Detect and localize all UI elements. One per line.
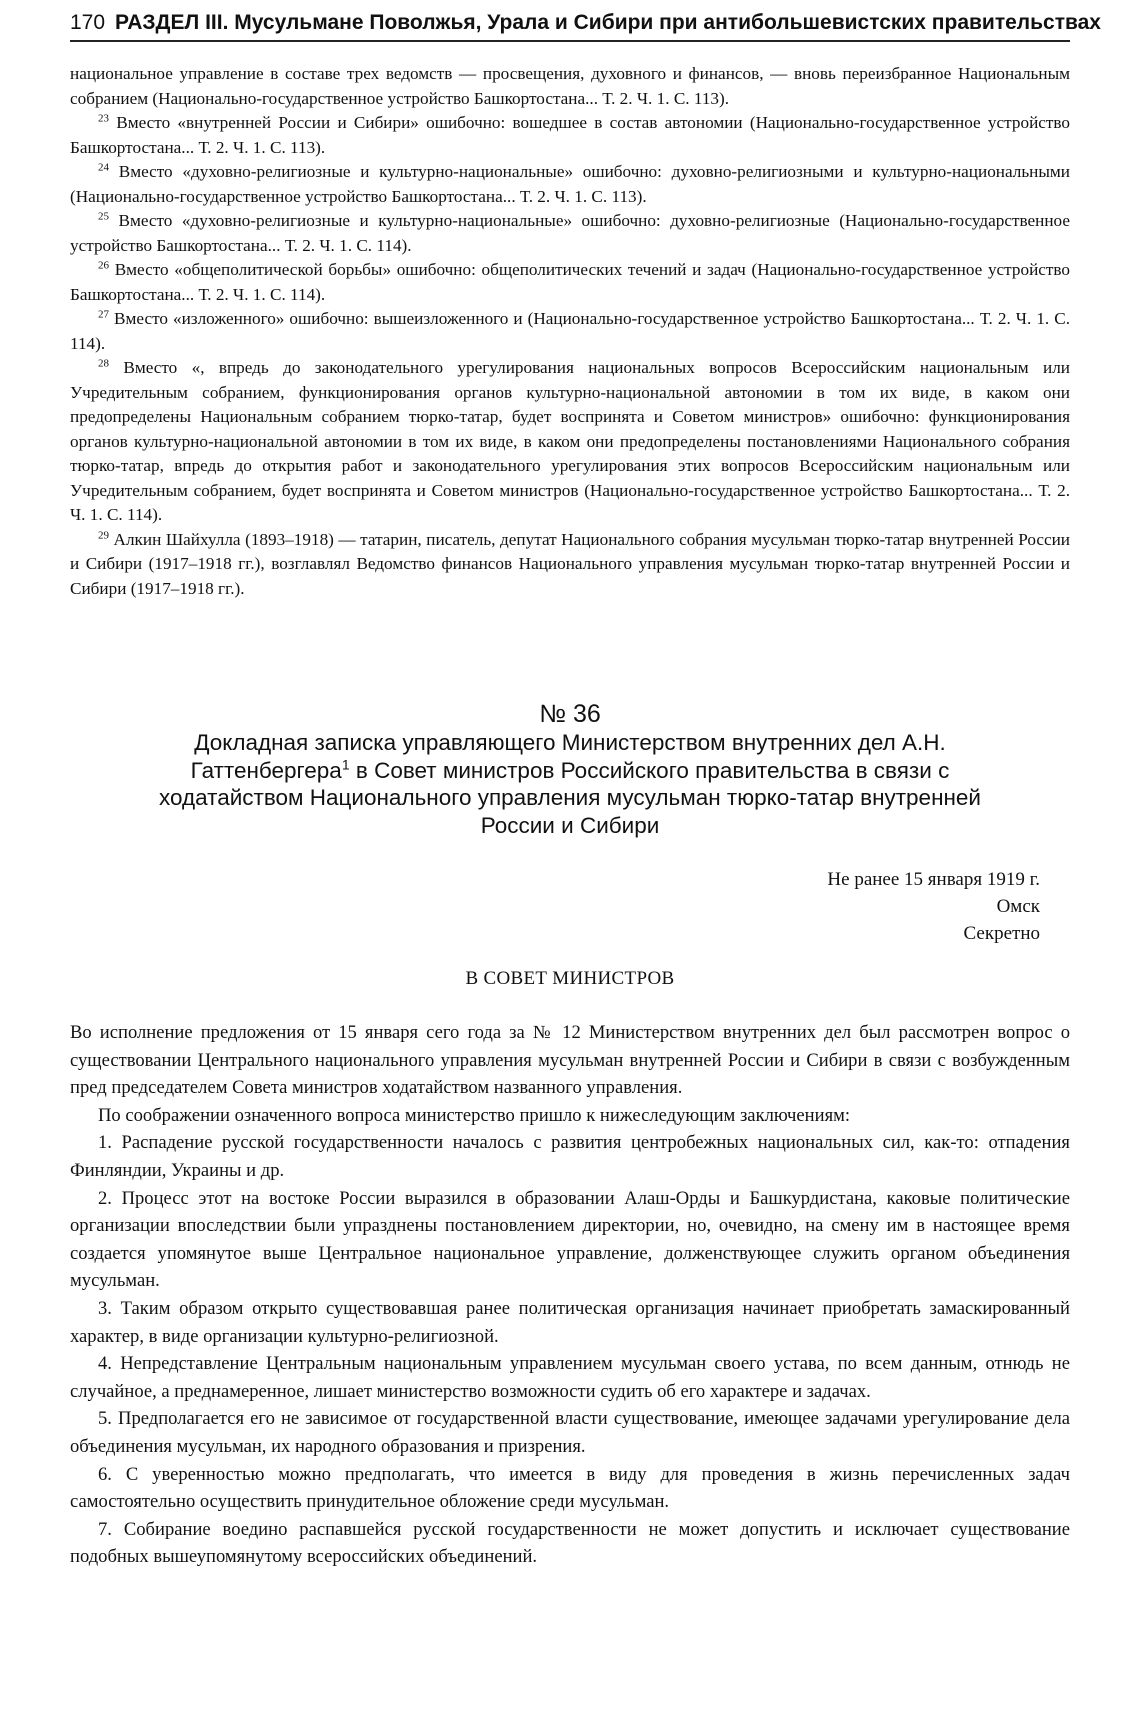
body-paragraph: Во исполнение предложения от 15 января сего года за № 12 Министерством внутренних дел был рассмотрен вопрос о существовании Центрального национального управления мусульман внутренней России и Сибири в связи с возбужденным пред председателем Совета министров ходатайством названного управления. (70, 1022, 1070, 1099)
body-paragraph: 5. Предполагается его не зависимое от государственной власти существование, имеющее задачами урегулирование дела объединения мусульман, их народного образования и призрения. (70, 1408, 1070, 1457)
body-paragraph: 3. Таким образом открыто существовавшая ранее политическая организация начинает приобретать замаскированный характер, в виде организации культурно-религиозной. (70, 1297, 1070, 1347)
document-title (150, 729, 990, 839)
footnote-text: Вместо «, впредь до законодательного урегулирования национальных вопросов Всероссийским национальным или Учредительным собранием, функционирования органов культурно-национальной автономии в том их виде, в каком они предопределены Национальным собранием тюрко-татар, будет воспринята и Советом министров» ошибочно: функционирования органов культурно-национальной автономии в том их виде, в каком они предопределены постановлениями Национального собрания тюрко-татар, впредь до открытия работ и законодательного урегулирования этих вопросов Всероссийским национальным или Учредительным собранием, будет воспринята и Советом министров (Национально-государственное устройство Башкортостана... Т. 2. Ч. 1. С. 114). (70, 358, 1071, 524)
footnote-continuation: национальное управление в составе трех ведомств — просвещения, духовного и финансов, — вновь переизбранное Национальным собранием (Национально-государственное устройство Башкортостана... Т. 2. Ч. 1. С. 113). (70, 64, 1070, 108)
body-paragraph: 1. Распадение русской государственности началось с развития центробежных национальных сил, как-то: отпадения Финляндии, Украины и др. (70, 1132, 1070, 1181)
body-paragraph: 4. Непредставление Центральным национальным управлением мусульман своего устава, по всем данным, отнюдь не случайное, а преднамеренное, лишает министерство возможности судить об его характере и задачах. (70, 1353, 1070, 1402)
footnote-text: Вместо «духовно-религиозные и культурно-национальные» ошибочно: духовно-религиозные (Национально-государственное устройство Башкортостана... Т. 2. Ч. 1. С. 114). (70, 211, 1070, 255)
footnote-text: Вместо «внутренней России и Сибири» ошибочно: вошедшее в состав автономии (Национально-государственное устройство Башкортостана... Т. 2. Ч. 1. С. 113). (70, 113, 1070, 157)
classification-mark: Секретно (963, 923, 1040, 944)
footnote-text: Вместо «общеполитической борьбы» ошибочно: общеполитических течений и задач (Национально-государственное устройство Башкортостана... Т. 2. Ч. 1. С. 114). (70, 260, 1071, 304)
footnote-text: Вместо «изложенного» ошибочно: вышеизложенного и (Национально-государственное устройство Башкортостана... Т. 2. Ч. 1. С. 114). (70, 309, 1071, 353)
addressee: В СОВЕТ МИНИСТРОВ (465, 968, 675, 989)
running-header (70, 8, 1101, 40)
document-date: Не ранее 15 января 1919 г. (827, 869, 1040, 890)
footnote-number: 25 (98, 210, 109, 223)
document-place: Омск (996, 896, 1040, 917)
footnote-number: 28 (98, 357, 109, 370)
footnote-27 (70, 307, 1070, 356)
footnote-text: Алкин Шайхулла (1893–1918) — татарин, писатель, депутат Национального собрания мусульман тюрко-татар внутренней России и Сибири (1917–1918 гг.), возглавлял Ведомство финансов Национального управления мусульман тюрко-татар внутренней России и Сибири (1917–1918 гг.). (70, 529, 1070, 598)
footnote-23 (70, 111, 1070, 160)
body-paragraph: 2. Процесс этот на востоке России выразился в образовании Алаш-Орды и Башкурдистана, каковые политические организации впоследствии были упразднены постановлением директории, но, очевидно, на смену им в настоящее время создается упомянутое выше Центральное национальное управление, долженствующее служить органом объединения мусульман. (70, 1187, 1070, 1292)
dateline (827, 866, 1040, 947)
footnote-number: 29 (98, 528, 109, 541)
footnote-text: Вместо «духовно-религиозные и культурно-национальные» ошибочно: духовно-религиозными и культурно-национальными (Национально-государственное устройство Башкортостана... Т. 2. Ч. 1. С. 113). (70, 162, 1071, 206)
header-rule (70, 40, 1070, 42)
footnote-24 (70, 160, 1070, 209)
footnote-29 (70, 528, 1070, 602)
footnote-26 (70, 258, 1070, 307)
document-number: № 36 (539, 700, 601, 728)
body-paragraph: 6. С уверенностью можно предполагать, что имеется в виду для проведения в жизнь перечисленных задач самостоятельно осуществить принудительное обложение среди мусульман. (70, 1463, 1070, 1513)
body-paragraph: По соображении означенного вопроса министерство пришло к нижеследующим заключениям: (98, 1104, 851, 1126)
footnote-28 (70, 356, 1070, 528)
footnotes-section (70, 62, 1070, 601)
page-number: 170 (70, 11, 106, 34)
title-footnote-ref: 1 (341, 756, 350, 772)
footnote-number: 23 (98, 112, 109, 125)
body-paragraph: 7. Собирание воедино распавшейся русской государственности не может допустить и исключает существование подобных вышеупомянутому всероссийских объединений. (70, 1518, 1070, 1568)
title-text: Докладная записка управляющего Министерством внутренних дел А.Н. Гаттенбергера (190, 730, 946, 783)
running-title: РАЗДЕЛ III. Мусульмане Поволжья, Урала и Сибири при антибольшевистских правительствах (115, 11, 1101, 34)
title-text-rest: в Совет министров Российского правительства в связи с ходатайством Национального управления мусульман тюрко-татар внутренней России и Сибири (158, 757, 982, 838)
footnote-number: 26 (98, 259, 109, 272)
footnote-number: 24 (98, 161, 109, 174)
footnote-25 (70, 209, 1070, 258)
document-body (70, 1019, 1070, 1571)
footnote-number: 27 (98, 308, 109, 321)
